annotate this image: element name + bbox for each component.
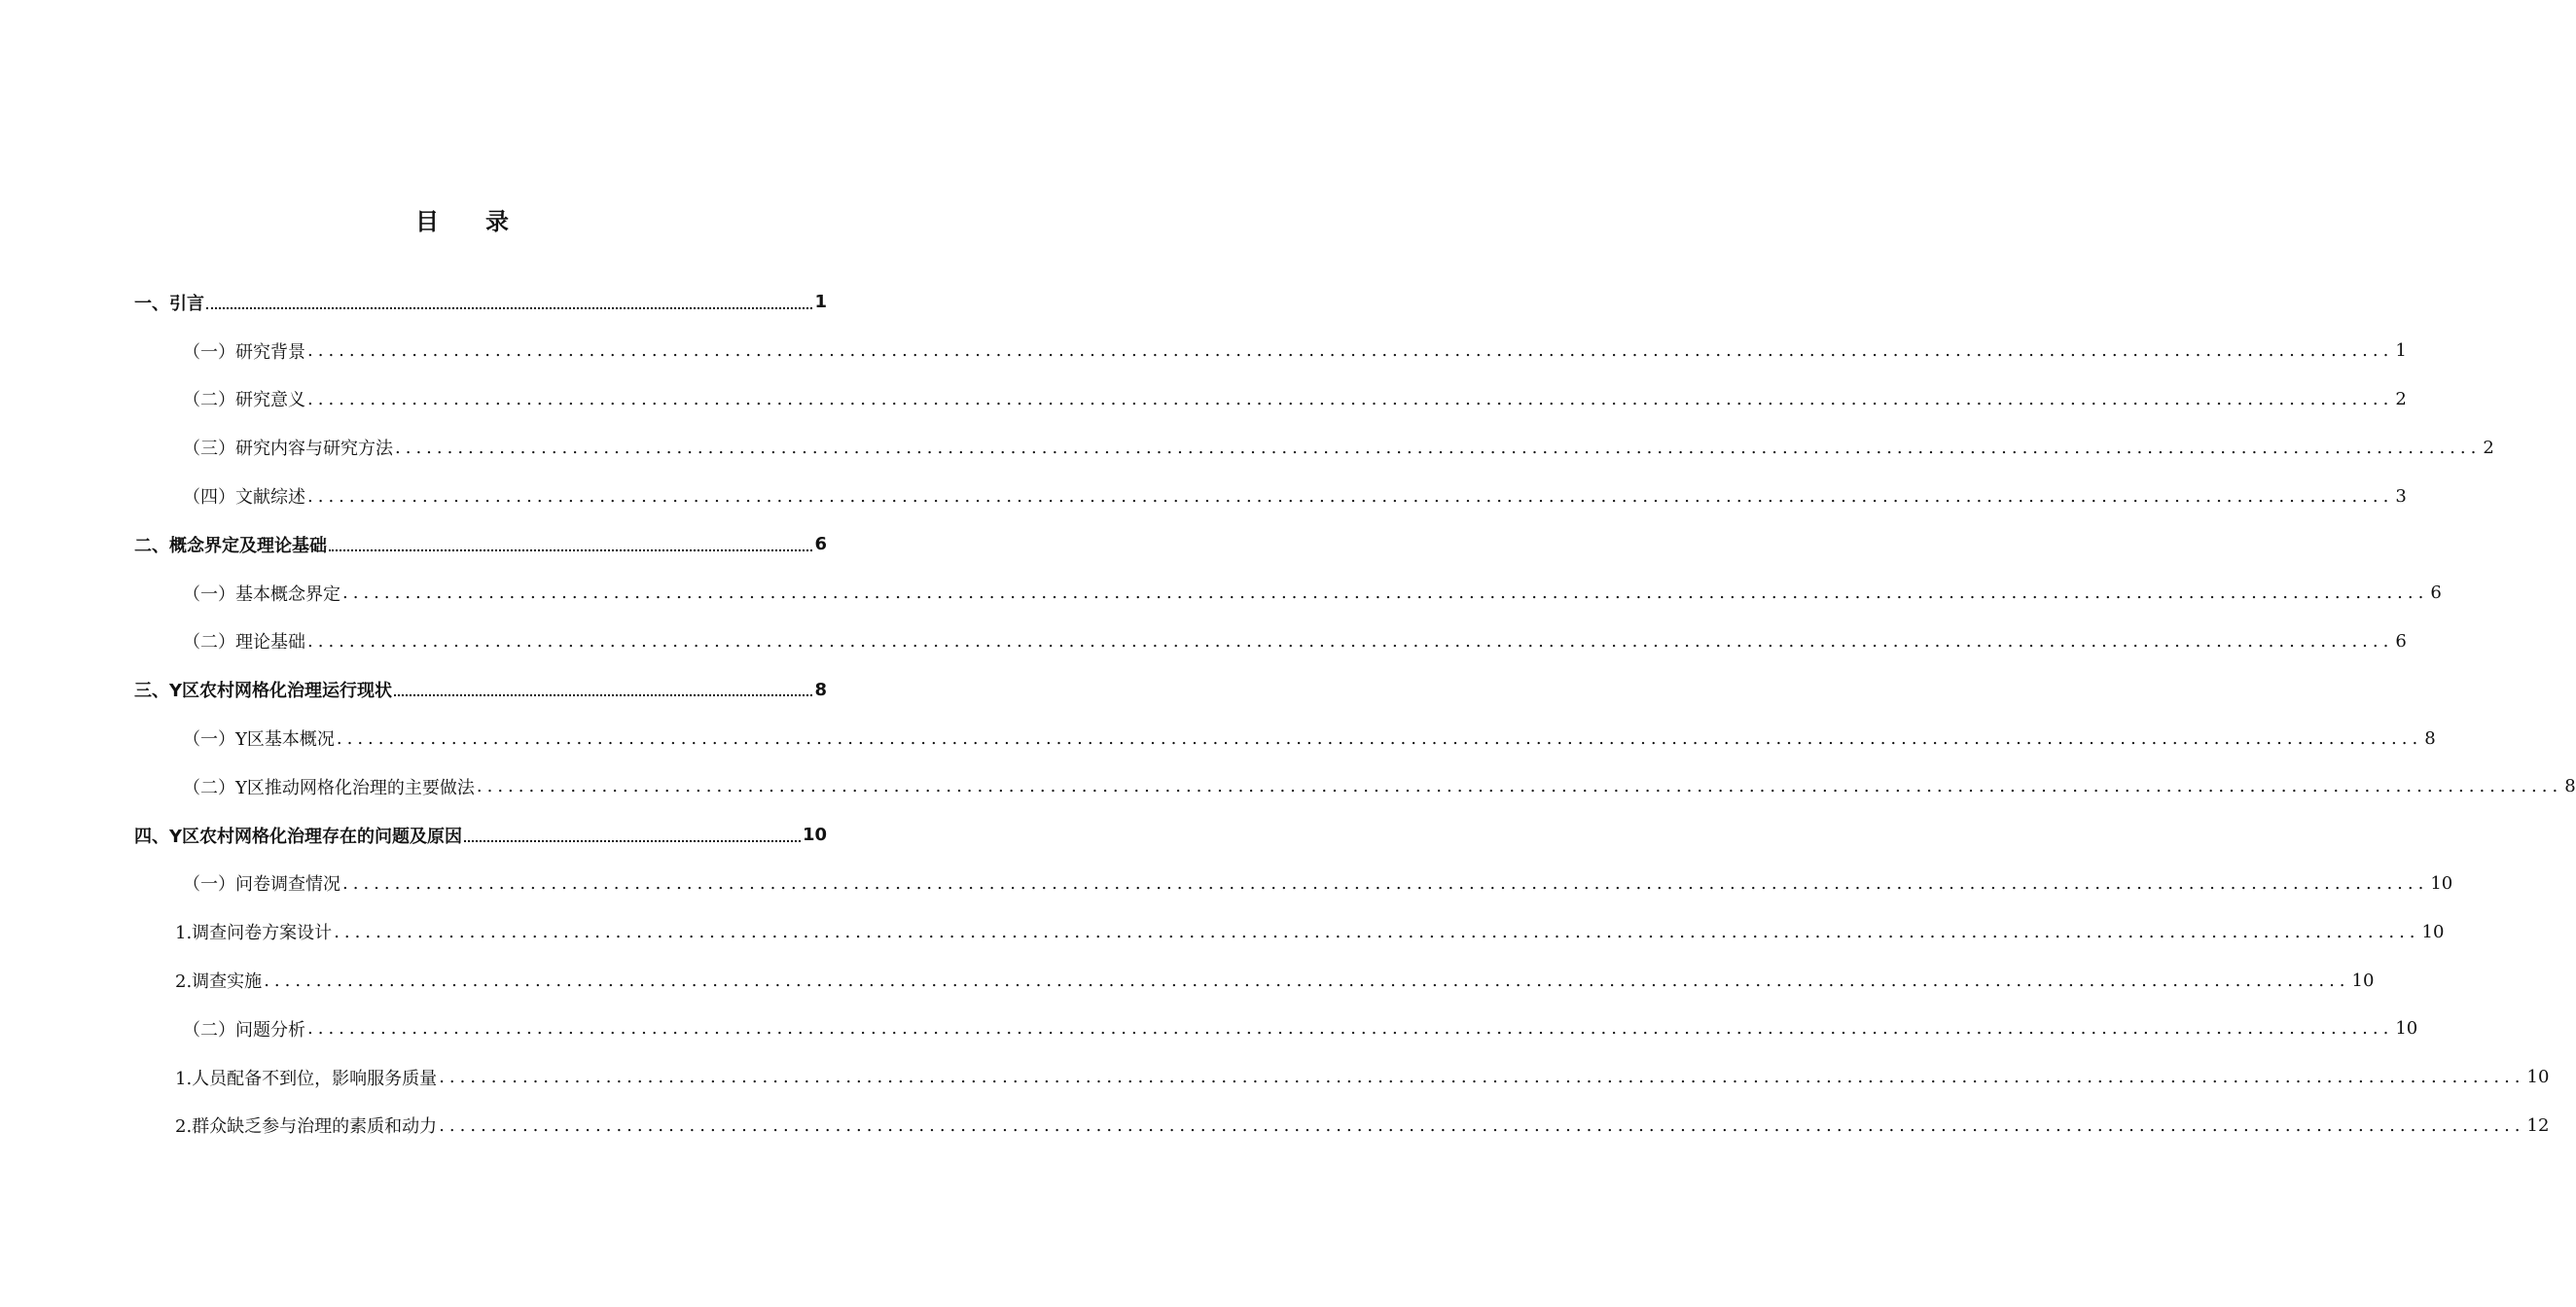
toc-entry[interactable] (134, 762, 2576, 811)
toc-entry[interactable] (134, 860, 2453, 908)
toc-leader: ........................................................................................................................................................................................................ (439, 1114, 2525, 1136)
toc-leader: ........................................................................................................................................................................................................ (307, 1018, 2394, 1040)
toc-leader: ........................................................................................................................................................................................................ (264, 970, 2350, 991)
toc-leader: ........................................................................................................................................................................................................ (307, 388, 2394, 409)
toc-leader: ........................................................................................................................................................................................................ (334, 921, 2420, 942)
toc-entry-label: （一）基本概念界定 (183, 583, 340, 605)
toc-entry-page: 2 (2483, 437, 2494, 458)
toc-entry-label: 2.调查实施 (175, 971, 263, 993)
toc-entry-page: 10 (2421, 921, 2445, 942)
toc-entry-label: 三、Y区农村网格化治理运行现状 (134, 681, 393, 702)
toc-entry[interactable] (134, 665, 827, 714)
toc-entry-label: （二）理论基础 (183, 632, 305, 654)
toc-leader: ........................................................................................................................................................................................................ (342, 872, 2429, 894)
toc-title-part2: 录 (485, 208, 509, 235)
toc-entry-label: （四）文献综述 (183, 487, 305, 509)
toc-entry-page: 10 (2526, 1067, 2550, 1088)
toc-entry[interactable] (134, 811, 827, 860)
toc-leader: ........................................................................................................................................................................................................ (307, 340, 2394, 362)
toc-entry[interactable] (134, 278, 827, 327)
toc-entry[interactable] (134, 1053, 2550, 1102)
toc-leader: ........................................................................................................................................................................................................ (476, 776, 2563, 797)
toc-leader: ........................................................................................................................................................................................................ (342, 583, 2429, 604)
toc-leader: ........................................................................................................................................................................................................ (439, 1067, 2525, 1088)
toc-entry-page: 10 (2351, 970, 2375, 991)
toc-entry-page: 8 (2424, 727, 2436, 749)
toc-entry[interactable] (134, 618, 2407, 666)
toc-entry[interactable] (134, 423, 2494, 472)
toc-entry[interactable] (134, 956, 2375, 1005)
toc-entry-page: 2 (2395, 388, 2407, 409)
toc-leader: ........................................................................................................................................................................................................ (307, 485, 2394, 507)
toc-leader (464, 840, 801, 842)
toc-entry-label: （一）问卷调查情况 (183, 874, 340, 896)
toc-entry[interactable] (134, 327, 2407, 375)
toc-entry-label: （二）问题分析 (183, 1019, 305, 1041)
toc-entry-page: 10 (2430, 872, 2453, 894)
toc-entry-page: 6 (2430, 583, 2442, 604)
toc-entry-page: 6 (2395, 630, 2407, 652)
toc-entry-label: （二）Y区推动网格化治理的主要做法 (183, 777, 475, 798)
toc-entry-label: 四、Y区农村网格化治理存在的问题及原因 (134, 826, 463, 847)
toc-entry[interactable] (134, 1102, 2550, 1150)
toc-leader (394, 694, 812, 696)
toc-entry-page: 1 (814, 292, 827, 313)
toc-entry-label: （二）研究意义 (183, 390, 305, 411)
toc-entry[interactable] (134, 714, 2436, 762)
toc-entry-page: 12 (2526, 1114, 2550, 1136)
toc-leader: ........................................................................................................................................................................................................ (307, 630, 2394, 652)
toc-entry[interactable] (134, 569, 2442, 618)
toc-entry-page: 8 (2564, 776, 2576, 797)
toc-entry-label: 一、引言 (134, 293, 204, 314)
toc-entry[interactable] (134, 520, 827, 569)
toc-title-part1: 目 (415, 208, 439, 235)
toc-entry-label: 2.群众缺乏参与治理的素质和动力 (175, 1116, 438, 1138)
toc-entry-page: 10 (2395, 1018, 2418, 1040)
table-of-contents (134, 278, 2576, 1149)
toc-entry-page: 1 (2395, 340, 2407, 362)
toc-entry-page: 10 (802, 825, 827, 846)
toc-entry-label: 1.人员配备不到位，影响服务质量 (175, 1068, 438, 1089)
toc-leader: ........................................................................................................................................................................................................ (395, 437, 2482, 458)
toc-entry-label: （三）研究内容与研究方法 (183, 439, 393, 460)
toc-entry-page: 8 (814, 679, 827, 700)
toc-entry-page: 3 (2395, 485, 2407, 507)
toc-entry-label: （一）Y区基本概况 (183, 729, 335, 751)
toc-entry[interactable] (134, 907, 2445, 956)
toc-entry[interactable] (134, 375, 2407, 424)
toc-leader: ........................................................................................................................................................................................................ (336, 727, 2423, 749)
toc-entry-page: 6 (814, 534, 827, 555)
toc-entry-label: 1.调查问卷方案设计 (175, 923, 333, 944)
toc-entry-label: 二、概念界定及理论基础 (134, 535, 327, 556)
toc-entry-label: （一）研究背景 (183, 341, 305, 363)
toc-entry[interactable] (134, 472, 2407, 520)
toc-title (0, 202, 924, 236)
toc-leader (329, 549, 812, 551)
toc-leader (206, 307, 812, 309)
toc-entry[interactable] (134, 1005, 2418, 1053)
